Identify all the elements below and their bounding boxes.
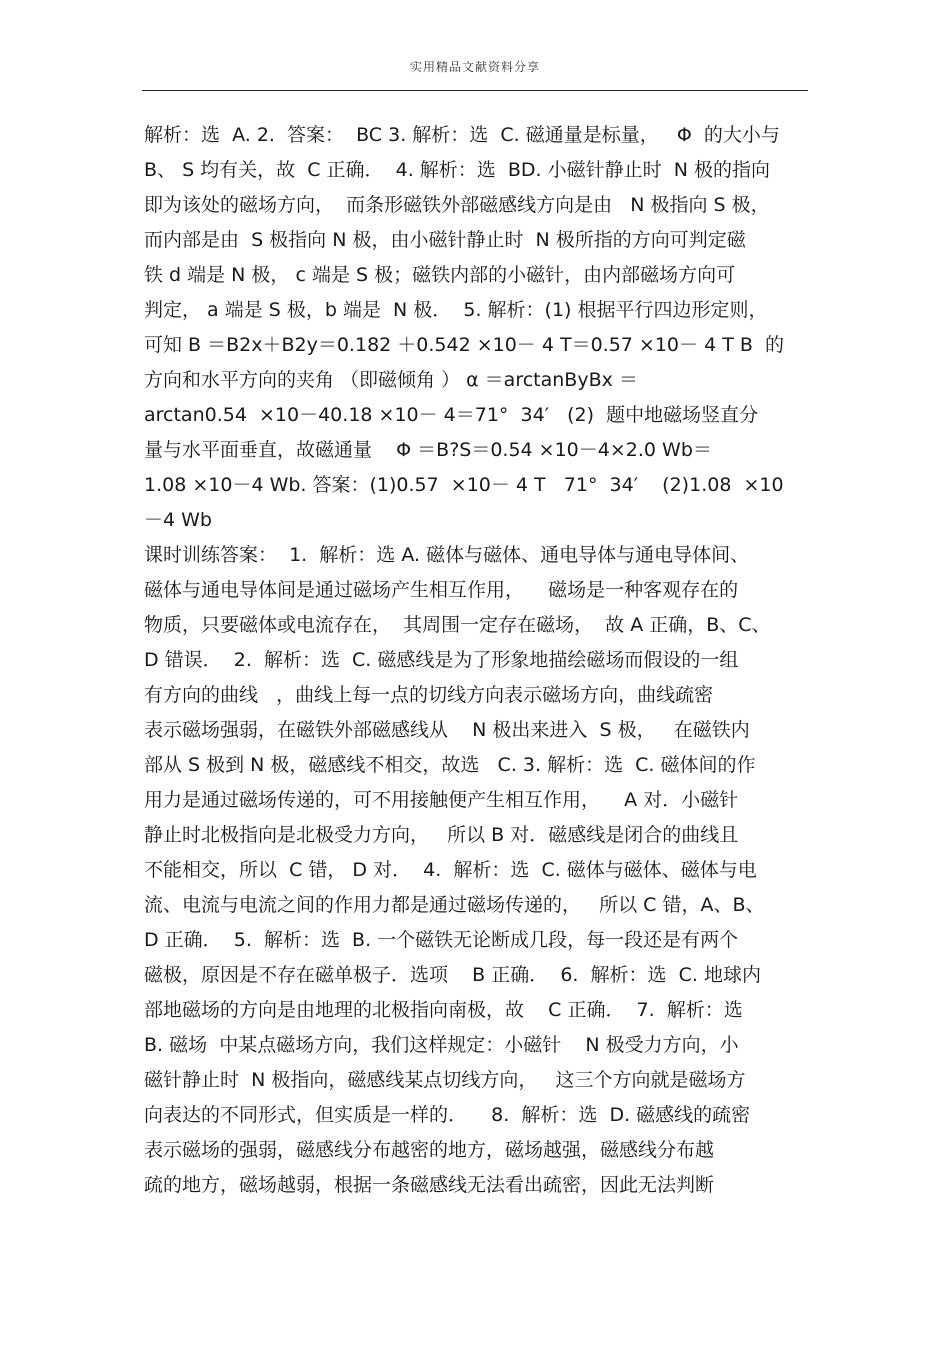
text-line: 表示磁场强弱，在磁铁外部磁感线从 N 极出来进入 S 极， 在磁铁内	[144, 719, 750, 741]
text-line: 有方向的曲线 ，曲线上每一点的切线方向表示磁场方向，曲线疏密	[144, 684, 714, 706]
text-line: 部地磁场的方向是由地理的北极指向南极，故 C 正确． 7. 解析：选	[144, 999, 743, 1021]
document-body	[144, 118, 814, 1203]
header-divider	[142, 90, 808, 91]
text-line: D 错误． 2. 解析：选 C. 磁感线是为了形象地描绘磁场而假设的一组	[144, 649, 739, 671]
text-line: 物质，只要磁体或电流存在， 其周围一定存在磁场， 故 A 正确，B、C、	[144, 614, 771, 636]
text-line: 解析：选 A. 2. 答案： BC 3. 解析：选 C. 磁通量是标量， Φ 的大小与	[144, 124, 780, 146]
text-line: 即为该处的磁场方向， 而条形磁铁外部磁感线方向是由 N 极指向 S 极，	[144, 194, 770, 216]
text-line: 用力是通过磁场传递的，可不用接触便产生相互作用， A 对．小磁针	[144, 789, 739, 811]
text-line: B、 S 均有关，故 C 正确． 4. 解析：选 BD. 小磁针静止时 N 极的指向	[144, 159, 770, 181]
text-line: 静止时北极指向是北极受力方向， 所以 B 对．磁感线是闭合的曲线且	[144, 824, 739, 846]
text-line: D 正确． 5. 解析：选 B. 一个磁铁无论断成几段，每一段还是有两个	[144, 929, 739, 951]
text-line: 铁 d 端是 N 极， c 端是 S 极；磁铁内部的小磁针，由内部磁场方向可	[144, 264, 736, 286]
text-line: 判定， a 端是 S 极，b 端是 N 极． 5. 解析：(1) 根据平行四边形定则，	[144, 299, 768, 321]
text-line: 而内部是由 S 极指向 N 极，由小磁针静止时 N 极所指的方向可判定磁	[144, 229, 746, 251]
text-line: 疏的地方，磁场越弱，根据一条磁感线无法看出疏密，因此无法判断	[144, 1174, 715, 1196]
text-line: 流、电流与电流之间的作用力都是通过磁场传递的， 所以 C 错，A、B、	[144, 894, 765, 916]
text-line: 量与水平面垂直，故磁通量 Φ ＝B?S＝0.54 ×10－4×2.0 Wb＝	[144, 439, 712, 461]
text-line: 表示磁场的强弱，磁感线分布越密的地方，磁场越强，磁感线分布越	[144, 1139, 715, 1161]
text-line: 磁体与通电导体间是通过磁场产生相互作用， 磁场是一种客观存在的	[144, 579, 739, 601]
page-header: 实用精品文献资料分享	[409, 60, 540, 74]
text-line: 不能相交，所以 C 错， D 对． 4. 解析：选 C. 磁体与磁体、磁体与电	[144, 859, 757, 881]
text-line: 可知 B ＝B2x＋B2y＝0.182 ＋0.542 ×10－ 4 T＝0.57 ×10－ 4 T B 的	[144, 334, 784, 356]
text-line: 1.08 ×10－4 Wb. 答案：(1)0.57 ×10－ 4 T 71° 34′ (2)1.08 ×10	[144, 474, 784, 496]
text-line: arctan0.54 ×10－40.18 ×10－ 4＝71° 34′ (2) 题中地磁场竖直分	[144, 404, 759, 426]
text-line: 部从 S 极到 N 极，磁感线不相交，故选 C. 3. 解析：选 C. 磁体间的作	[144, 754, 756, 776]
text-line: 磁极，原因是不存在磁单极子．选项 B 正确． 6. 解析：选 C. 地球内	[144, 964, 761, 986]
text-line: －4 Wb	[144, 509, 212, 531]
text-line: 课时训练答案： 1. 解析：选 A. 磁体与磁体、通电导体与通电导体间、	[144, 544, 750, 566]
text-line: B. 磁场 中某点磁场方向，我们这样规定：小磁针 N 极受力方向，小	[144, 1034, 739, 1056]
text-line: 方向和水平方向的夹角 （即磁倾角 ） α ＝arctanByBx ＝	[144, 369, 638, 391]
text-line: 磁针静止时 N 极指向，磁感线某点切线方向， 这三个方向就是磁场方	[144, 1069, 746, 1091]
text-line: 向表达的不同形式，但实质是一样的． 8. 解析：选 D. 磁感线的疏密	[144, 1104, 751, 1126]
